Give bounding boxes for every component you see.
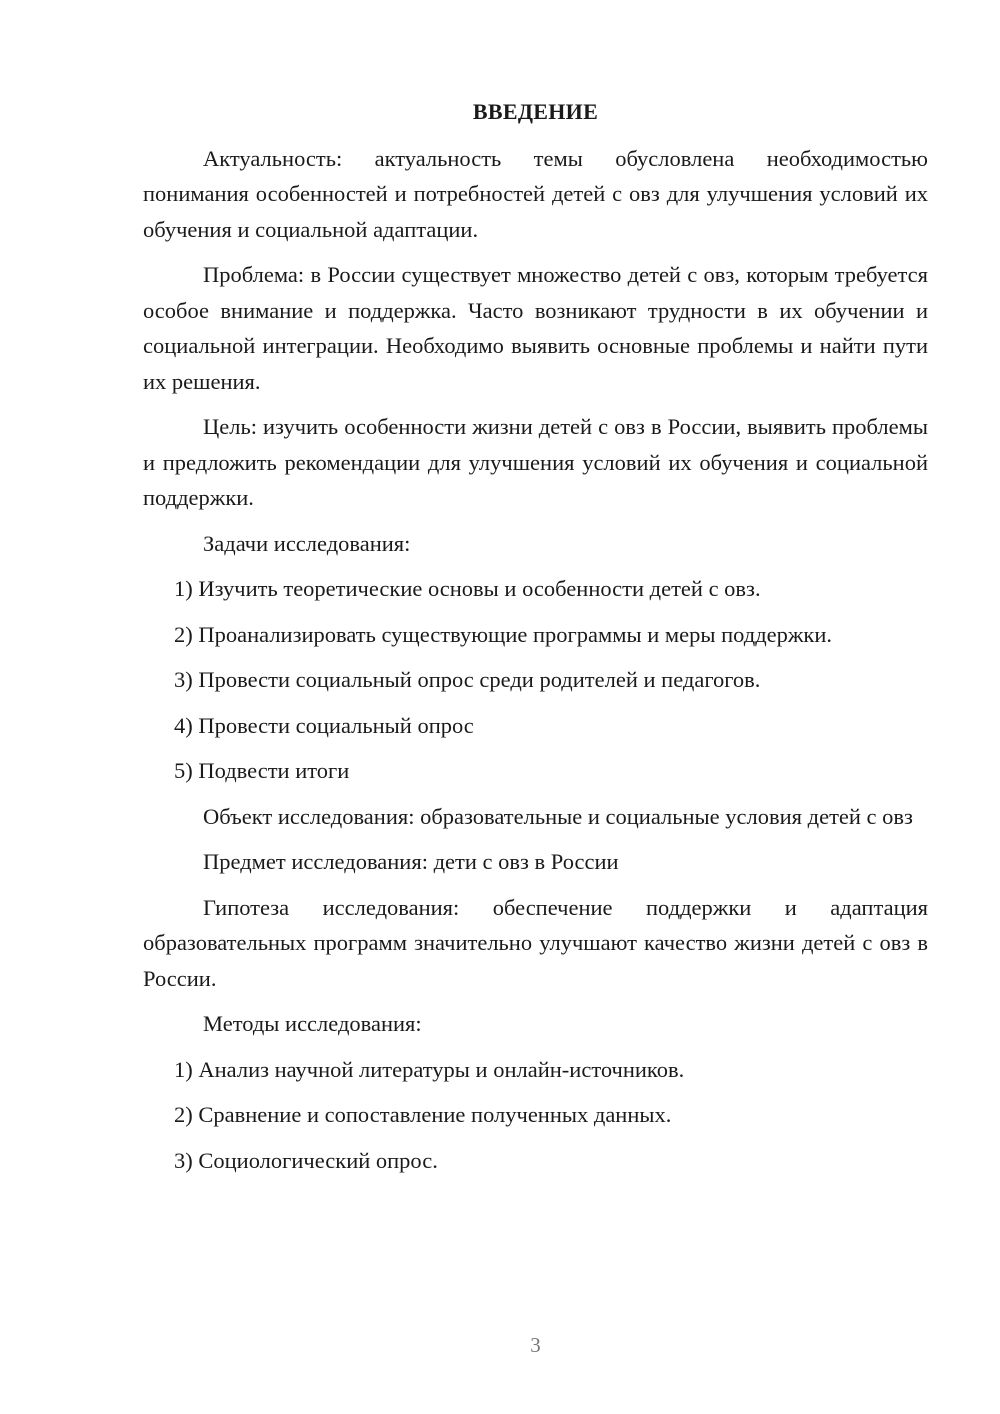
task-item: 3) Провести социальный опрос среди родителей и педагогов. [174,667,761,692]
task-item: 5) Подвести итоги [174,758,350,783]
methods-heading: Методы исследования: [203,1011,422,1036]
page-content [143,94,928,1188]
task-item: 1) Изучить теоретические основы и особенности детей с овз. [174,576,761,601]
tasks-heading: Задачи исследования: [203,530,411,556]
method-item: 3) Социологический опрос. [174,1147,438,1173]
relevance-paragraph: Актуальность: актуальность темы обусловлена необходимостью понимания особенностей и потребностей детей с овз для улучшения условий их обучения и социальной адаптации. [143,145,928,242]
section-heading: ВВЕДЕНИЕ [472,99,599,124]
problem-paragraph: Проблема: в России существует множество детей с овз, которым требуется особое внимание и поддержка. Часто возникают трудности в их обучении и социальной интеграции. Необходимо выявить основные проблемы и найти пути их решения. [143,262,928,394]
methods-list [143,1052,928,1179]
hypothesis-paragraph: Гипотеза исследования: обеспечение поддержки и адаптация образовательных программ значительно улучшают качество жизни детей с овз в России. [143,894,928,991]
tasks-list [143,571,928,789]
goal-paragraph: Цель: изучить особенности жизни детей с овз в России, выявить проблемы и предложить рекомендации для улучшения условий их обучения и социальной поддержки. [143,414,928,510]
task-item: 4) Провести социальный опрос [174,712,474,738]
page-number: 3 [530,1333,541,1357]
method-item: 2) Сравнение и сопоставление полученных данных. [174,1102,672,1127]
subject-paragraph: Предмет исследования: дети с овз в России [203,849,619,874]
object-paragraph: Объект исследования: образовательные и социальные условия детей с овз [203,803,913,829]
task-item: 2) Проанализировать существующие программы и меры поддержки. [174,621,833,647]
method-item: 1) Анализ научной литературы и онлайн-источников. [174,1056,685,1082]
